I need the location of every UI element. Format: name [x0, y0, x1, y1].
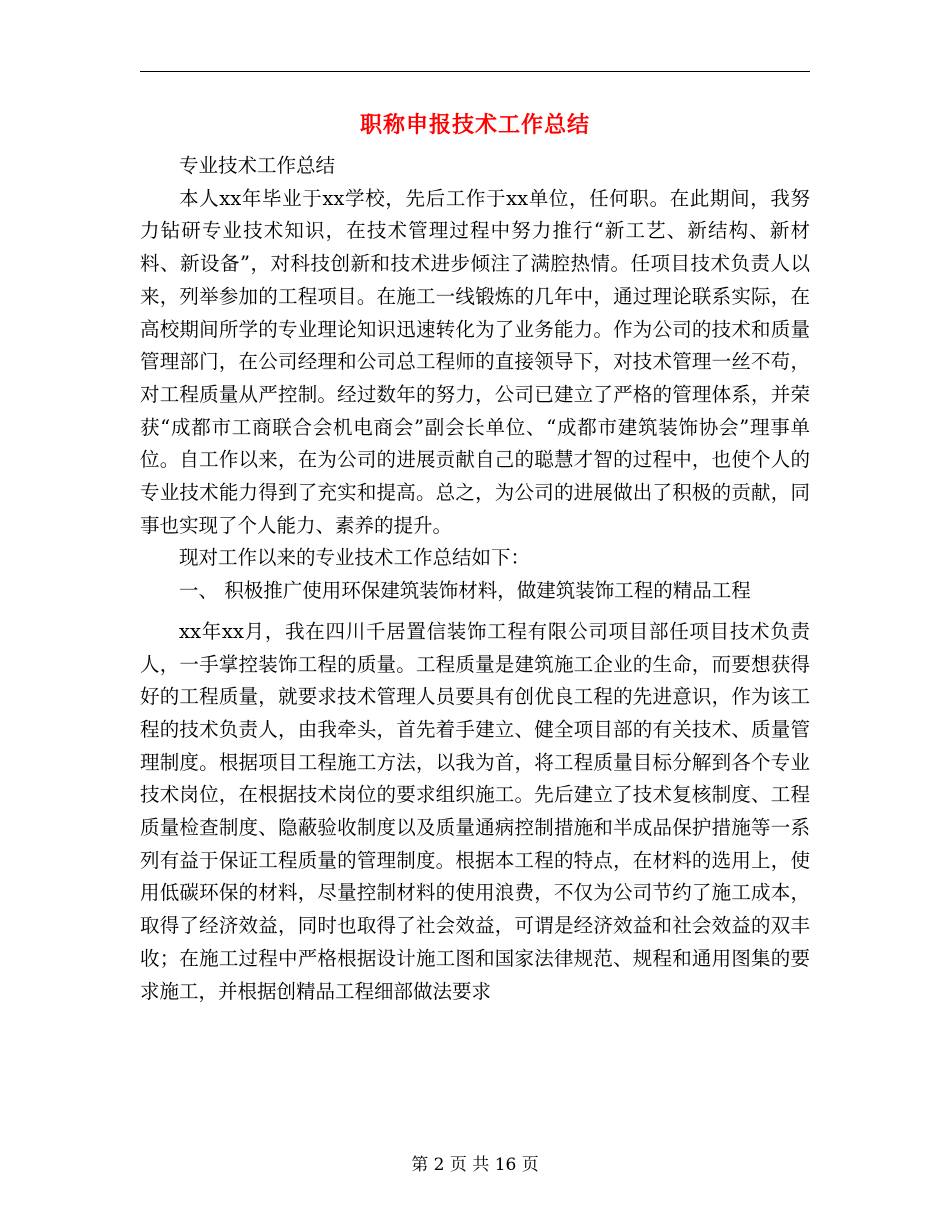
document-body — [140, 150, 810, 1008]
document-title: 职称申报技术工作总结 — [359, 112, 590, 138]
paragraph: 本人xx年毕业于xx学校，先后工作于xx单位，任何职。在此期间，我努力钻研专业技术知识，在技术管理过程中努力推行“新工艺、新结构、新材料、新设备”，对科技创新和技术进步倾注了满腔热情。任项目技术负责人以来，列举参加的工程项目。在施工一线锻炼的几年中，通过理论联系实际，在高校期间所学的专业理论知识迅速转化为了业务能力。作为公司的技术和质量管理部门，在公司经理和公司总工程师的直接领导下，对技术管理一丝不苟，对工程质量从严控制。经过数年的努力，公司已建立了严格的管理体系，并荣获“成都市工商联合会机电商会”副会长单位、“成都市建筑装饰协会”理事单位。自工作以来，在为公司的进展贡献自己的聪慧才智的过程中，也使个人的专业技术能力得到了充实和提高。总之，为公司的进展做出了积极的贡献，同事也实现了个人能力、素养的提升。 — [140, 186, 810, 537]
header-rule — [140, 71, 810, 72]
page-number: 第 2 页 共 16 页 — [411, 1155, 539, 1175]
list-heading: 一、 积极推广使用环保建筑装饰材料，做建筑装饰工程的精品工程 — [179, 579, 751, 603]
paragraph: 现对工作以来的专业技术工作总结如下： — [179, 546, 531, 570]
section-heading: 专业技术工作总结 — [179, 154, 336, 177]
paragraph: xx年xx月，我在四川千居置信装饰工程有限公司项目部任项目技术负责人，一手掌控装饰工程的质量。工程质量是建筑施工企业的生命，而要想获得好的工程质量，就要求技术管理人员要具有创优良工程的先进意识，作为该工程的技术负责人，由我牵头，首先着手建立、健全项目部的有关技术、质量管理制度。根据项目工程施工方法，以我为首，将工程质量目标分解到各个专业技术岗位，在根据技术岗位的要求组织施工。先后建立了技术复核制度、工程质量检查制度、隐蔽验收制度以及质量通病控制措施和半成品保护措施等一系列有益于保证工程质量的管理制度。根据本工程的特点，在材料的选用上，使用低碳环保的材料，尽量控制材料的使用浪费，不仅为公司节约了施工成本，取得了经济效益，同时也取得了社会效益，可谓是经济效益和社会效益的双丰收；在施工过程中严格根据设计施工图和国家法律规范、规程和通用图集的要求施工，并根据创精品工程细部做法要求 — [140, 619, 810, 1003]
